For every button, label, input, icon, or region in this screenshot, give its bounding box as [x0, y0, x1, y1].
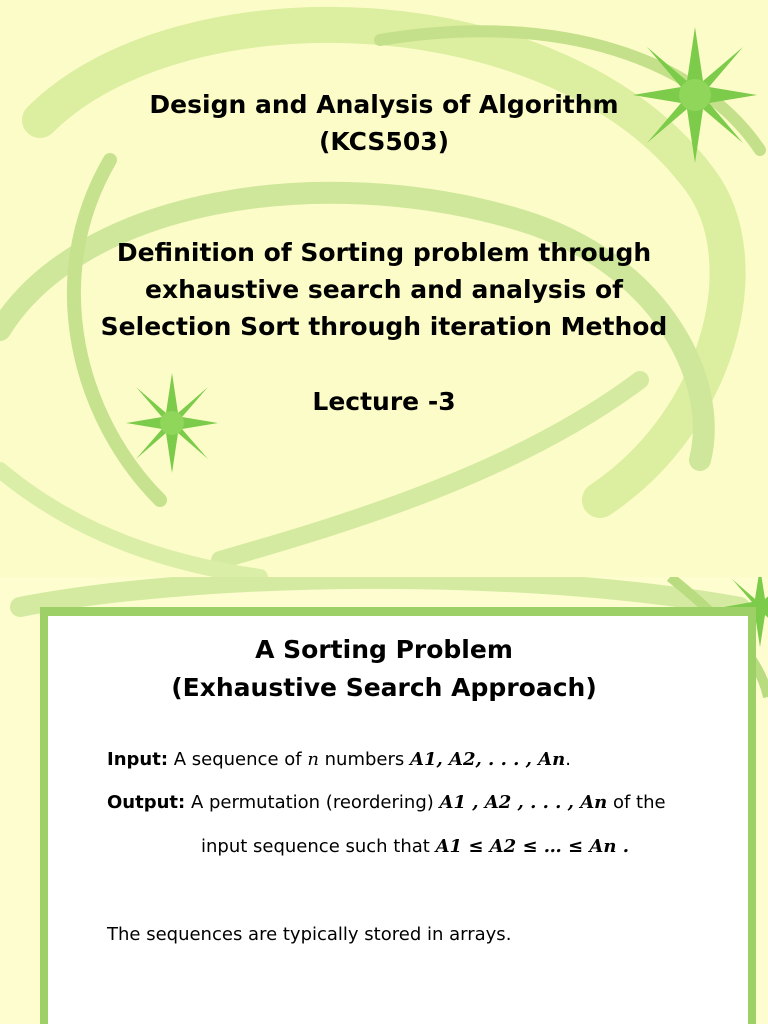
course-title-line: Design and Analysis of Algorithm [149, 90, 619, 119]
output-condition-text: input sequence such that [201, 836, 436, 857]
input-end: . [565, 749, 571, 770]
output-sequence: A1 , A2 , . . . , An [439, 792, 608, 813]
output-text: A permutation (reordering) [185, 792, 440, 813]
slide-subtitle: (Exhaustive Search Approach) [171, 673, 597, 702]
swirl-arc-7 [20, 579, 740, 607]
note-text: The sequences are typically stored in arrays. [107, 924, 512, 945]
output-condition [201, 835, 629, 859]
topic-line: Selection Sort through iteration Method [100, 312, 668, 341]
slide-title [0, 631, 768, 707]
input-n: n [307, 749, 319, 770]
content-slide [0, 577, 768, 1024]
input-definition [107, 748, 571, 772]
output-condition-end: . [616, 836, 630, 857]
input-sequence: A1, A2, . . . , An [409, 749, 566, 770]
topic-line: exhaustive search and analysis of [144, 275, 623, 304]
lecture-topic [0, 234, 768, 345]
input-text-mid: numbers [318, 749, 410, 770]
course-code: (KCS503) [318, 127, 450, 156]
course-title [0, 86, 768, 160]
input-label: Input: [107, 749, 169, 770]
output-label: Output: [107, 792, 186, 813]
output-end: of the [607, 792, 666, 813]
output-inequality: A1 ≤ A2 ≤ … ≤ An [435, 836, 617, 857]
output-definition [107, 791, 666, 815]
lecture-number: Lecture -3 [312, 387, 456, 416]
slide-title-line: A Sorting Problem [255, 635, 513, 664]
topic-line: Definition of Sorting problem through [116, 238, 652, 267]
input-text: A sequence of [168, 749, 308, 770]
